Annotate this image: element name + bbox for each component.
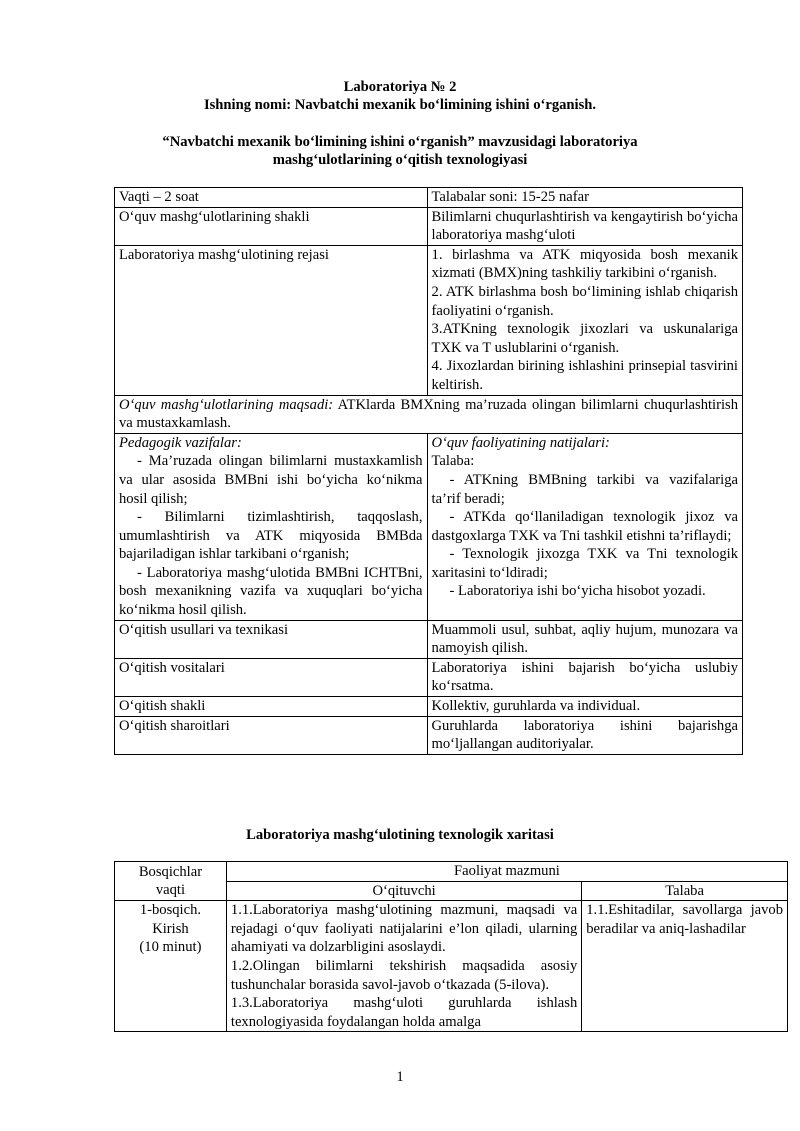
ped-task-item: - Ma’ruzada olingan bilimlarni mustaxkamlish va ular asosida BMBni ishi bo‘yicha ko‘nikma hosil qilish;	[119, 453, 423, 507]
subtitle-line-1: “Navbatchi mexanik bo‘limining ishini o‘rganish” mavzusidagi laboratoriya	[162, 134, 638, 150]
lab-title: Laboratoriya № 2	[343, 79, 457, 95]
table-row	[115, 862, 788, 882]
result-item: - Laboratoriya ishi bo‘yicha hisobot yozadi.	[449, 583, 706, 600]
plan-label: Laboratoriya mashg‘ulotining rejasi	[115, 245, 428, 395]
means-label: O‘qitish vositalari	[115, 658, 428, 696]
stage-1-time: (10 minut)	[139, 939, 202, 956]
plan-list	[427, 245, 742, 395]
table-row	[115, 658, 743, 696]
table-row	[115, 697, 743, 717]
plan-item: 1. birlashma va ATK miqyosida bosh mexanik xizmati (BMX)ning tashkiliy tarkibini o‘rganish.	[431, 246, 738, 282]
goal-cell	[115, 395, 743, 433]
stage-1-teacher	[226, 901, 581, 1032]
methods-value: Muammoli usul, suhbat, aqliy hujum, munozara va namoyish qilish.	[427, 620, 742, 658]
result-item: - ATKning BMBning tarkibi va vazifalariga ta’rif beradi;	[431, 471, 738, 507]
results-student: Talaba:	[431, 453, 475, 470]
ped-task-item: - Bilimlarni tizimlashtirish, taqqoslash, umumlashtirish va ATK miqyosida BMBda bajariladigan ishlar tarkibani o‘rganish;	[119, 509, 423, 563]
activity-header: Faoliyat mazmuni	[226, 862, 787, 882]
tech-map-table	[114, 861, 788, 1032]
page-number: 1	[396, 1069, 404, 1085]
ped-tasks-label: Pedagogik vazifalar:	[119, 434, 242, 451]
conditions-value: Guruhlarda laboratoriya ishini bajarishga mo‘ljallangan auditoriyalar.	[427, 716, 742, 754]
info-table	[114, 187, 743, 755]
form-value: Bilimlarni chuqurlashtirish va kengaytirish bo‘yicha laboratoriya mashg‘uloti	[427, 207, 742, 245]
plan-item: 2. ATK birlashma bosh bo‘limining ishlab chiqarish faoliyatini o‘rganish.	[431, 283, 738, 319]
conditions-label: O‘qitish sharoitlari	[115, 716, 428, 754]
results-label: O‘quv faoliyatining natijalari:	[431, 434, 610, 451]
time-cell: Vaqti – 2 soat	[115, 188, 428, 208]
tech-map-title: Laboratoriya mashg‘ulotining texnologik xaritasi	[246, 827, 554, 843]
teacher-header: O‘qituvchi	[226, 881, 581, 901]
stage-1-student: 1.1.Eshitadilar, savollarga javob beradilar va aniq-lashadilar	[582, 901, 788, 1032]
ped-task-item: - Laboratoriya mashg‘ulotida BMBni ICHTBni, bosh mexanikning vazifa va xuquqlari bo‘yicha ko‘nikma hosil qilish.	[119, 564, 423, 619]
methods-label: O‘qitish usullari va texnikasi	[115, 620, 428, 658]
teaching-form-value: Kollektiv, guruhlarda va individual.	[427, 697, 742, 717]
goal-label: O‘quv mashg‘ulotlarining maqsadi:	[119, 396, 334, 413]
table-row	[115, 716, 743, 754]
plan-item: 4. Jixozlardan birining ishlashini prinsepial tasvirini keltirish.	[431, 358, 738, 393]
stage-1-name: 1-bosqich.	[139, 902, 202, 919]
table-row	[115, 901, 788, 1032]
goal-text: ATKlarda BMXning ma’ruzada olingan bilimlarni chuqurlashtirish va mustaxkamlash.	[119, 396, 738, 432]
table-row	[115, 188, 743, 208]
learning-results	[427, 433, 742, 620]
means-value: Laboratoriya ishini bajarish bo‘yicha uslubiy ko‘rsatma.	[427, 658, 742, 696]
result-item: - Texnologik jixozga TXK va Tni texnologik xaritasini to‘ldiradi;	[431, 546, 738, 581]
stages-header-line-2: vaqti	[155, 882, 186, 899]
stage-1-sub: Kirish	[152, 920, 189, 937]
stage-1-cell	[115, 901, 227, 1032]
table-row	[115, 207, 743, 245]
table-row	[115, 395, 743, 433]
students-cell: Talabalar soni: 15-25 nafar	[427, 188, 742, 208]
result-item: - ATKda qo‘llaniladigan texnologik jixoz va dastgoxlarga TXK va Tni tashkil etishni ta’riflaydi;	[431, 509, 738, 544]
teacher-step: 1.3.Laboratoriya mashg‘uloti guruhlarda ishlash texnologiyasida foydalangan holda amalga	[230, 995, 578, 1030]
work-name: Ishning nomi: Navbatchi mexanik bo‘limining ishini o‘rganish.	[203, 97, 597, 113]
table-row	[115, 245, 743, 395]
table-row	[115, 433, 743, 620]
student-header: Talaba	[582, 881, 788, 901]
teacher-step: 1.1.Laboratoriya mashg‘ulotining mazmuni, maqsadi va rejadagi o‘quv faoliyati natijalarini e’lon qiladi, ularning ahamiyati va dolzarbligini asoslaydi.	[230, 902, 578, 956]
stages-header	[115, 862, 227, 901]
subtitle-line-2: mashg‘ulotlarining o‘qitish texnologiyasi	[272, 152, 528, 168]
teacher-step: 1.2.Olingan bilimlarni tekshirish maqsadida asosiy tushunchalar borasida savol-javob o‘tkazada (5-ilova).	[230, 957, 578, 993]
teaching-form-label: O‘qitish shakli	[115, 697, 428, 717]
plan-item: 3.ATKning texnologik jixozlari va uskunalariga TXK va T uslublarini o‘rganish.	[431, 321, 738, 356]
stages-header-line-1: Bosqichlar	[138, 863, 203, 880]
table-row	[115, 620, 743, 658]
pedagogical-tasks	[115, 433, 428, 620]
form-label: O‘quv mashg‘ulotlarining shakli	[115, 207, 428, 245]
